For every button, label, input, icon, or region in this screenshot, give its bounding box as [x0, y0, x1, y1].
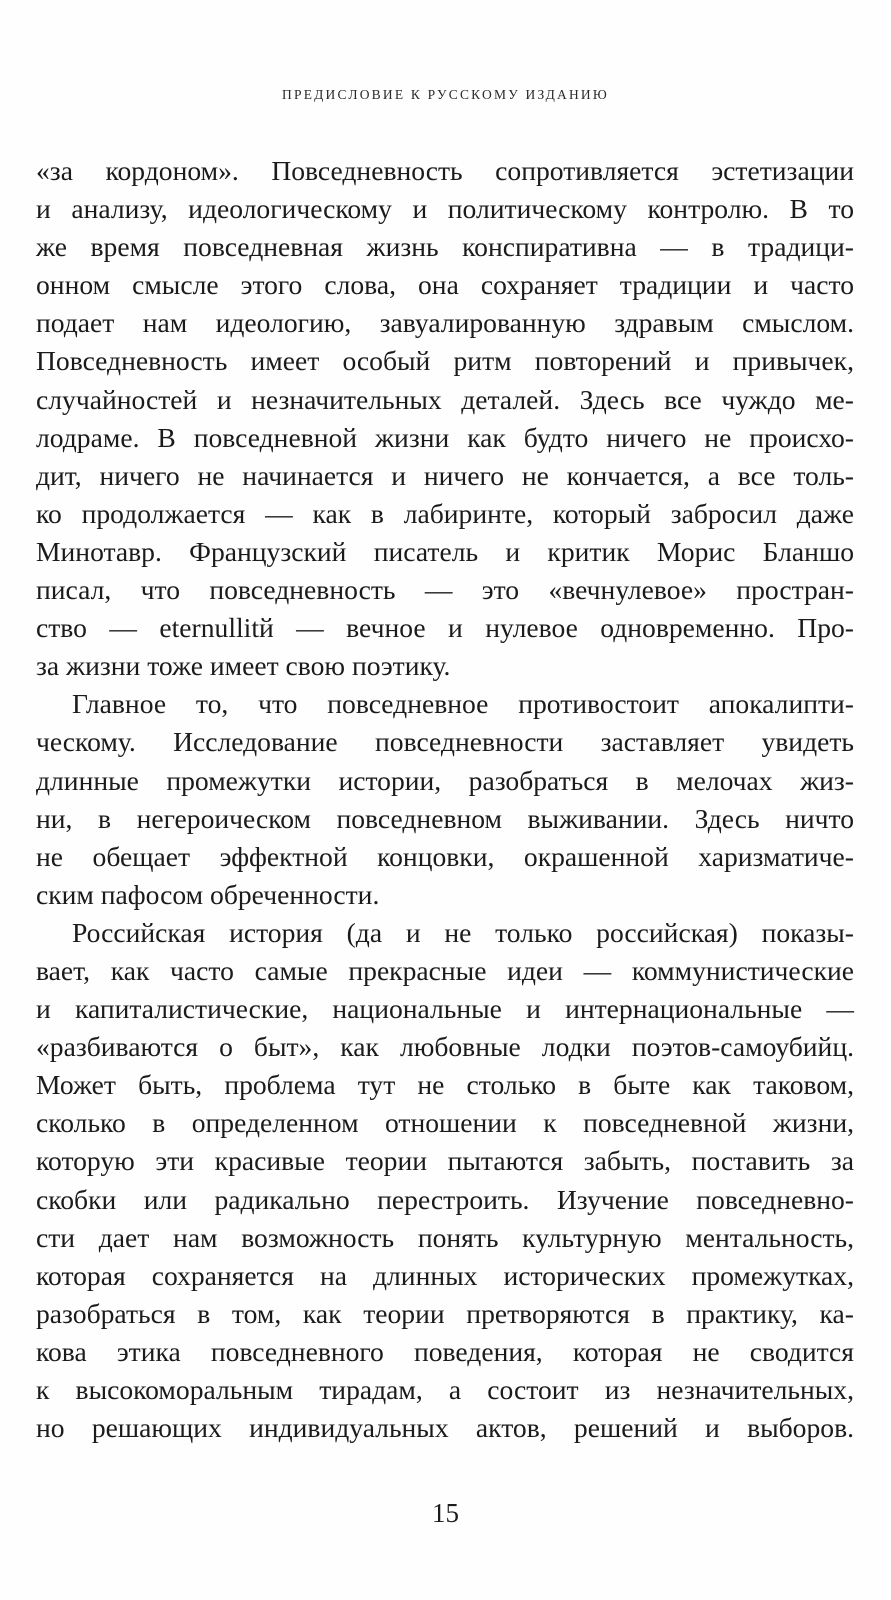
text-line: которую эти красивые теории пытаются забыть, поставить за: [36, 1145, 854, 1177]
text-line: вает, как часто самые прекрасные идеи — коммунистические: [36, 954, 854, 986]
paragraph-2: [36, 685, 854, 914]
text-line: Российская история (да и не только российская) показы-: [72, 916, 854, 948]
text-line: и капиталистические, национальные и интернациональные —: [36, 993, 854, 1025]
text-line: Повседневность имеет особый ритм повторений и привычек,: [36, 345, 854, 377]
text-line: к высокоморальным тирадам, а состоит из незначительных,: [36, 1374, 854, 1405]
text-line: не обещает эффектной концовки, окрашенной харизматиче-: [36, 840, 854, 872]
text-line: Главное то, что повседневное противостоит апокалипти-: [72, 688, 854, 720]
text-line: писал, что повседневность — это «вечнулевое» простран-: [36, 574, 854, 606]
text-line: Минотавр. Французский писатель и критик Морис Бланшо: [36, 535, 854, 567]
text-line: онном смысле этого слова, она сохраняет традиции и часто: [36, 269, 854, 301]
text-line: но решающих индивидуальных актов, решений и выборов.: [36, 1412, 854, 1444]
text-line: за жизни тоже имеет свою поэтику.: [36, 650, 451, 682]
text-line: дит, ничего не начинается и ничего не кончается, а все толь-: [36, 459, 854, 491]
text-line: ко продолжается — как в лабиринте, который забросил даже: [36, 497, 854, 529]
text-line: случайностей и незначительных деталей. Здесь все чуждо ме-: [36, 383, 854, 415]
paragraph-1: [36, 152, 854, 685]
text-line: ство — eternullitй — вечное и нулевое одновременно. Про-: [36, 612, 854, 644]
text-line: ческому. Исследование повседневности заставляет увидеть: [36, 726, 854, 758]
text-line: длинные промежутки истории, разобраться в мелочах жиз-: [36, 764, 854, 796]
text-line: же время повседневная жизнь конспиративна — в традици-: [36, 231, 854, 263]
text-line: ни, в негероическом повседневном выживании. Здесь ничто: [36, 802, 854, 834]
running-head: ПРЕДИСЛОВИЕ К РУССКОМУ ИЗДАНИЮ: [282, 87, 609, 102]
text-line: и анализу, идеологическому и политическому контролю. В то: [36, 193, 854, 225]
text-line: «за кордоном». Повседневность сопротивляется эстетизации: [36, 155, 854, 186]
page-number: 15: [432, 1498, 459, 1528]
text-line: разобраться в том, как теории претворяются в практику, ка-: [36, 1297, 854, 1329]
body-text: [36, 152, 854, 1447]
text-line: Может быть, проблема тут не столько в быте как таковом,: [36, 1069, 854, 1101]
text-line: сколько в определенном отношении к повседневной жизни,: [36, 1107, 854, 1139]
text-line: ским пафосом обреченности.: [36, 878, 380, 910]
paragraph-3: [36, 914, 854, 1447]
text-line: скобки или радикально перестроить. Изучение повседневно-: [36, 1183, 854, 1215]
text-line: которая сохраняется на длинных исторических промежутках,: [36, 1259, 854, 1291]
text-line: «разбиваются о быт», как любовные лодки поэтов-самоубийц.: [36, 1031, 854, 1063]
text-line: сти дает нам возможность понять культурную ментальность,: [36, 1221, 854, 1253]
text-line: подает нам идеологию, завуалированную здравым смыслом.: [36, 307, 854, 339]
text-line: лодраме. В повседневной жизни как будто ничего не происхо-: [36, 421, 854, 453]
text-line: кова этика повседневного поведения, которая не сводится: [36, 1335, 854, 1367]
